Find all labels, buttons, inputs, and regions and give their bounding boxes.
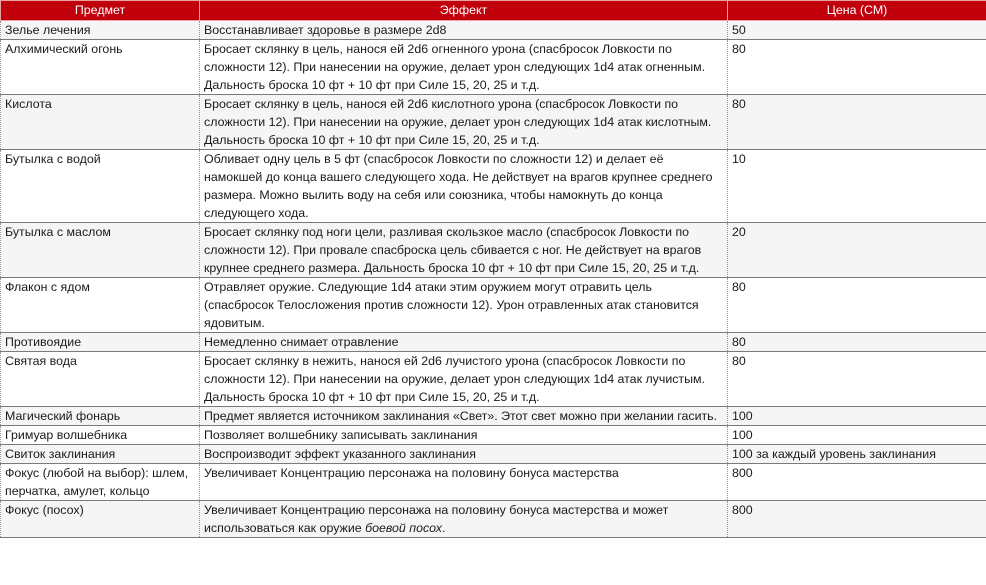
price-cell: 80 (728, 333, 986, 352)
column-header-item: Предмет (1, 1, 200, 21)
item-cell: Флакон с ядом (1, 278, 200, 333)
effect-cell: Восстанавливает здоровье в размере 2d8 (200, 21, 728, 40)
price-cell: 100 (728, 407, 986, 426)
effect-cell: Бросает склянку в цель, нанося ей 2d6 кислотного урона (спасбросок Ловкости по сложности 12). При нанесении на оружие, делает урон следующих 1d4 атак кислотным. Дальность броска 10 фт + 10 фт при Силе 15, 20, 25 и т.д. (200, 95, 728, 150)
table-row (1, 464, 986, 501)
item-cell: Фокус (посох) (1, 501, 200, 538)
effect-cell: Увеличивает Концентрацию персонажа на половину бонуса мастерства (200, 464, 728, 501)
effect-cell: Позволяет волшебнику записывать заклинания (200, 426, 728, 445)
table-row (1, 426, 986, 445)
price-cell: 80 (728, 95, 986, 150)
item-cell: Зелье лечения (1, 21, 200, 40)
table-row (1, 150, 986, 223)
price-cell: 80 (728, 40, 986, 95)
price-cell: 100 за каждый уровень заклинания (728, 445, 986, 464)
table-row (1, 40, 986, 95)
item-cell: Фокус (любой на выбор): шлем, перчатка, амулет, кольцо (1, 464, 200, 501)
price-cell: 20 (728, 223, 986, 278)
item-cell: Гримуар волшебника (1, 426, 200, 445)
table-row (1, 501, 986, 538)
effect-cell (200, 501, 728, 538)
effect-cell: Отравляет оружие. Следующие 1d4 атаки этим оружием могут отравить цель (спасбросок Телосложения против сложности 12). Урон отравленных атак становится ядовитым. (200, 278, 728, 333)
table-row (1, 95, 986, 150)
table-row (1, 407, 986, 426)
effect-end: . (441, 521, 446, 535)
item-cell: Кислота (1, 95, 200, 150)
effect-text: Увеличивает Концентрацию персонажа на половину бонуса мастерства и может использоваться как оружие (204, 503, 669, 535)
column-header-price: Цена (СМ) (728, 1, 986, 21)
column-header-effect: Эффект (200, 1, 728, 21)
effect-cell: Бросает склянку под ноги цели, разливая скользкое масло (спасбросок Ловкости по сложности 12). При провале спасброска цель сбивается с ног. Не действует на врагов крупнее среднего размера. Дальность броска 10 фт + 10 фт при Силе 15, 20, 25 и т.д. (200, 223, 728, 278)
price-cell: 80 (728, 352, 986, 407)
price-cell: 10 (728, 150, 986, 223)
item-cell: Магический фонарь (1, 407, 200, 426)
effect-cell: Воспроизводит эффект указанного заклинания (200, 445, 728, 464)
effect-emphasis: боевой посох (365, 521, 442, 535)
item-cell: Бутылка с маслом (1, 223, 200, 278)
table-row (1, 21, 986, 40)
effect-cell: Бросает склянку в цель, нанося ей 2d6 огненного урона (спасбросок Ловкости по сложности 12). При нанесении на оружие, делает урон следующих 1d4 атак огненным. Дальность броска 10 фт + 10 фт при Силе 15, 20, 25 и т.д. (200, 40, 728, 95)
effect-cell: Обливает одну цель в 5 фт (спасбросок Ловкости по сложности 12) и делает её намокшей до конца вашего следующего хода. Не действует на врагов крупнее среднего размера. Можно вылить воду на себя или союзника, чтобы намокнуть до конца следующего хода. (200, 150, 728, 223)
price-cell: 100 (728, 426, 986, 445)
item-cell: Алхимический огонь (1, 40, 200, 95)
effect-cell: Предмет является источником заклинания «Свет». Этот свет можно при желании гасить. (200, 407, 728, 426)
price-cell: 80 (728, 278, 986, 333)
table-row (1, 278, 986, 333)
table-row (1, 445, 986, 464)
effect-cell: Немедленно снимает отравление (200, 333, 728, 352)
price-cell: 50 (728, 21, 986, 40)
price-cell: 800 (728, 464, 986, 501)
item-cell: Бутылка с водой (1, 150, 200, 223)
table-row (1, 352, 986, 407)
effect-cell: Бросает склянку в нежить, нанося ей 2d6 лучистого урона (спасбросок Ловкости по сложности 12). При нанесении на оружие, делает урон следующих 1d4 атак лучистым. Дальность броска 10 фт + 10 фт при Силе 15, 20, 25 и т.д. (200, 352, 728, 407)
price-cell: 800 (728, 501, 986, 538)
table-header-row (1, 1, 986, 21)
item-cell: Святая вода (1, 352, 200, 407)
table-row (1, 333, 986, 352)
item-cell: Свиток заклинания (1, 445, 200, 464)
table-row (1, 223, 986, 278)
item-cell: Противоядие (1, 333, 200, 352)
